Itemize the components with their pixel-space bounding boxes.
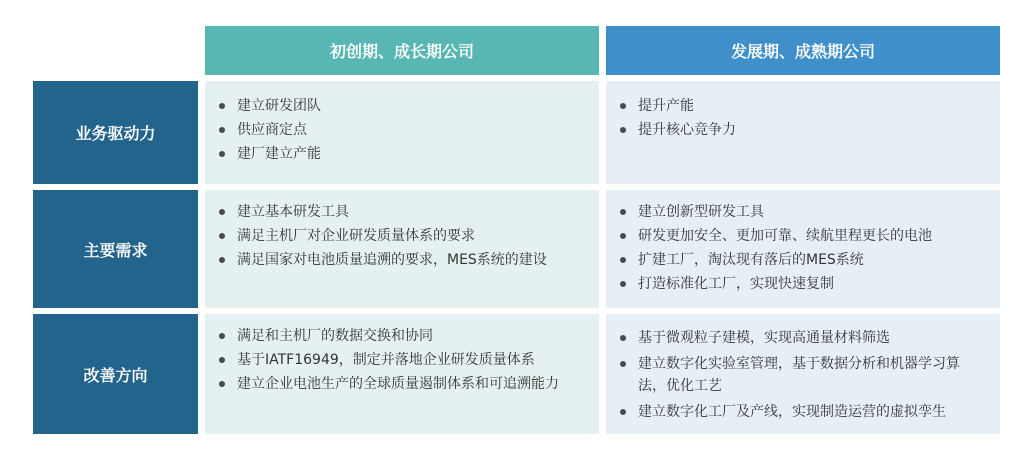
list-item: 满足和主机厂的数据交换和协同 bbox=[217, 325, 585, 347]
bullet-icon bbox=[219, 151, 225, 157]
bullet-icon bbox=[620, 257, 626, 263]
bullet-icon bbox=[219, 257, 225, 263]
cell-main-requirements-mature bbox=[606, 190, 1000, 308]
list-item: 建立研发团队 bbox=[217, 95, 585, 117]
cell-improvement-direction-startup bbox=[205, 314, 599, 434]
list-item: 提升产能 bbox=[618, 95, 986, 117]
bullet-icon bbox=[219, 333, 225, 339]
bullet-icon bbox=[219, 357, 225, 363]
header-development-mature: 发展期、成熟期公司 bbox=[606, 26, 1000, 75]
list-item: 建立数字化实验室管理，基于数据分析和机器学习算法，优化工艺 bbox=[618, 353, 986, 397]
list-item: 研发更加安全、更加可靠、续航里程更长的电池 bbox=[618, 225, 986, 247]
cell-main-requirements-startup bbox=[205, 190, 599, 308]
bullet-icon bbox=[620, 281, 626, 287]
list-item: 提升核心竞争力 bbox=[618, 119, 986, 141]
cell-improvement-direction-mature bbox=[606, 314, 1000, 434]
bullet-icon bbox=[219, 103, 225, 109]
cell-business-drivers-mature bbox=[606, 81, 1000, 184]
list-item: 打造标准化工厂，实现快速复制 bbox=[618, 273, 986, 295]
list-item: 供应商定点 bbox=[217, 119, 585, 141]
list-item: 满足国家对电池质量追溯的要求，MES系统的建设 bbox=[217, 249, 585, 271]
list-item: 满足主机厂对企业研发质量体系的要求 bbox=[217, 225, 585, 247]
list-item: 基于微观粒子建模，实现高通量材料筛选 bbox=[618, 327, 986, 349]
bullet-icon bbox=[620, 409, 626, 415]
list-item: 建立企业电池生产的全球质量遏制体系和可追溯能力 bbox=[217, 373, 585, 395]
bullet-icon bbox=[219, 127, 225, 133]
row-label-business-drivers: 业务驱动力 bbox=[33, 81, 198, 184]
row-label-improvement-direction: 改善方向 bbox=[33, 314, 198, 434]
header-startup-growth: 初创期、成长期公司 bbox=[205, 26, 599, 75]
list-item: 基于IATF16949，制定并落地企业研发质量体系 bbox=[217, 349, 585, 371]
bullet-icon bbox=[620, 335, 626, 341]
bullet-icon bbox=[620, 209, 626, 215]
bullet-icon bbox=[620, 127, 626, 133]
list-item: 建厂建立产能 bbox=[217, 143, 585, 165]
bullet-icon bbox=[620, 233, 626, 239]
bullet-icon bbox=[620, 361, 626, 367]
cell-business-drivers-startup bbox=[205, 81, 599, 184]
row-label-main-requirements: 主要需求 bbox=[33, 190, 198, 308]
bullet-icon bbox=[219, 209, 225, 215]
list-item: 建立基本研发工具 bbox=[217, 201, 585, 223]
bullet-icon bbox=[620, 103, 626, 109]
bullet-icon bbox=[219, 233, 225, 239]
list-item: 建立数字化工厂及产线，实现制造运营的虚拟孪生 bbox=[618, 401, 986, 423]
list-item: 扩建工厂，淘汰现有落后的MES系统 bbox=[618, 249, 986, 271]
list-item: 建立创新型研发工具 bbox=[618, 201, 986, 223]
bullet-icon bbox=[219, 381, 225, 387]
